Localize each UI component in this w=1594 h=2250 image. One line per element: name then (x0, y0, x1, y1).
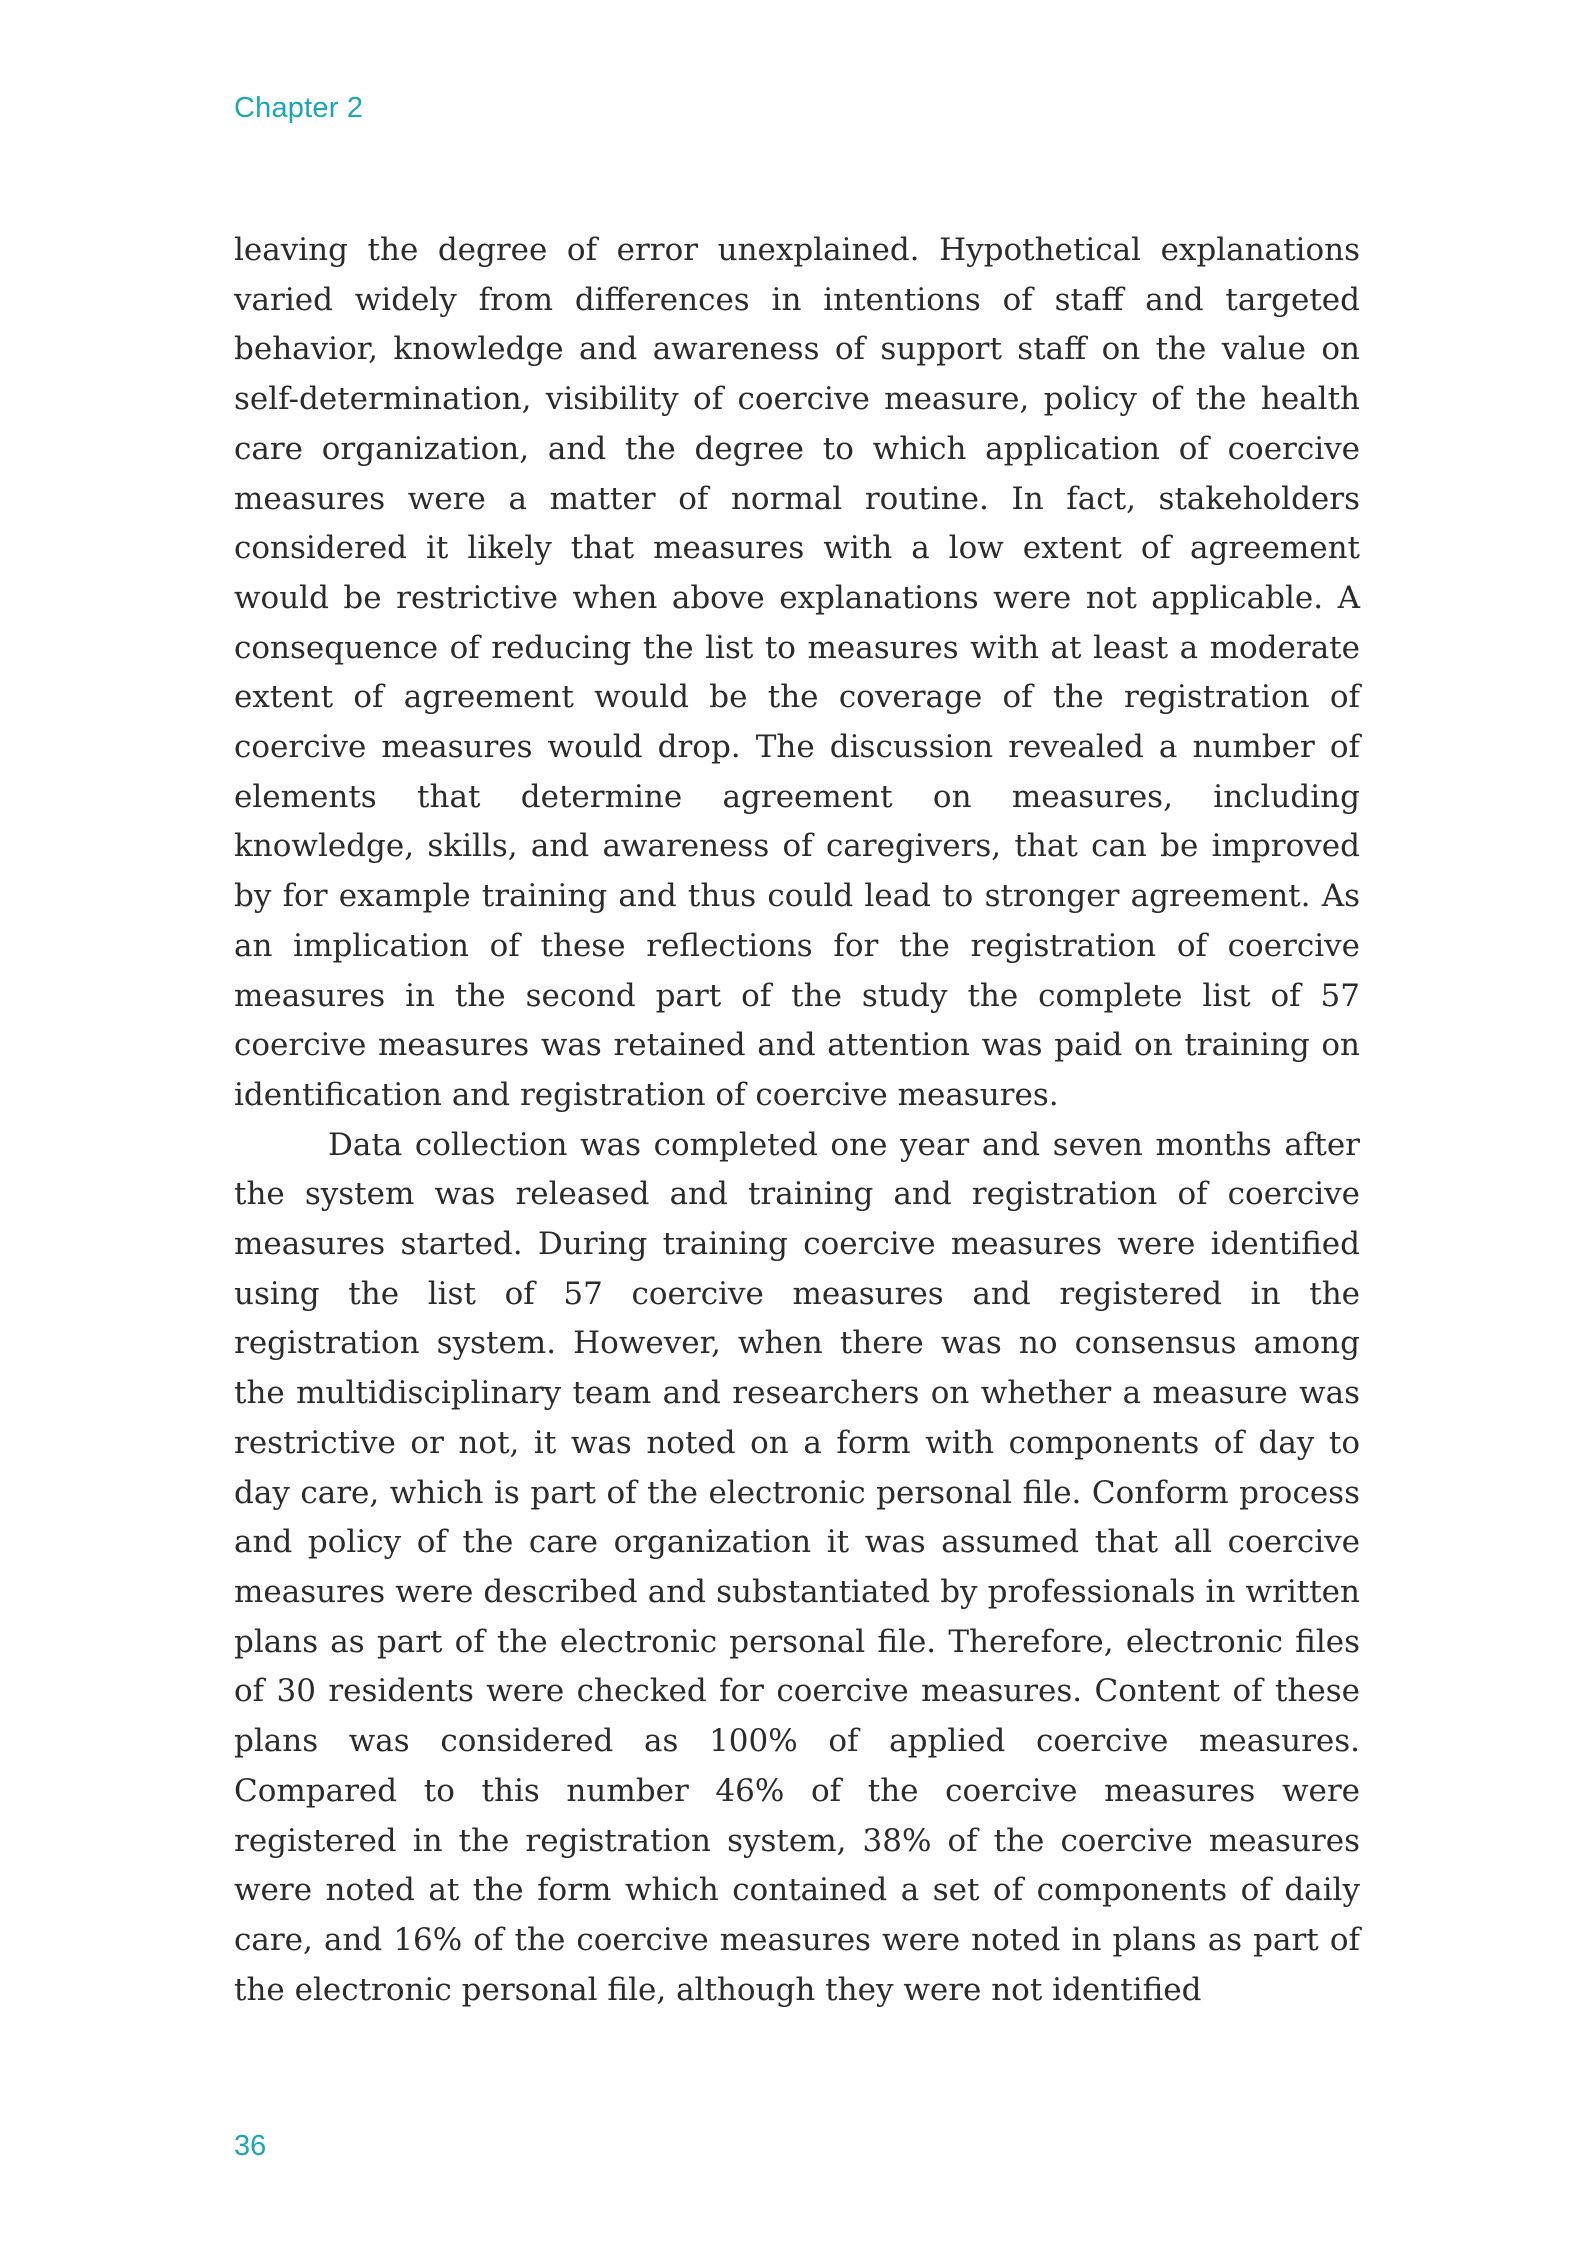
body-text (234, 226, 1360, 2015)
paragraph-2: Data collection was completed one year and seven months after the system was released and training and registration of coercive measures started. During training coercive measures were identified using the list of 57 coercive measures and registered in the registration system. However, when there was no consensus among the multidisciplinary team and researchers on whether a measure was restrictive or not, it was noted on a form with components of day to day care, which is part of the electronic personal file. Conform process and policy of the care organization it was assumed that all coercive measures were described and substantiated by professionals in written plans as part of the electronic personal file. Therefore, electronic files of 30 residents were checked for coercive measures. Content of these plans was considered as 100% of applied coercive measures. Compared to this number 46% of the coercive measures were registered in the registration system, 38% of the coercive measures were noted at the form which contained a set of components of daily care, and 16% of the coercive measures were noted in plans as part of the electronic personal file, although they were not identified (234, 1126, 1360, 2008)
paragraph-1: leaving the degree of error unexplained. Hypothetical explanations varied widely from differences in intentions of staff and targeted behavior, knowledge and awareness of support staff on the value on self-determination, visibility of coercive measure, policy of the health care organization, and the degree to which application of coercive measures were a matter of normal routine. In fact, stakeholders considered it likely that measures with a low extent of agreement would be restrictive when above explanations were not applicable. A consequence of reducing the list to measures with at least a moderate extent of agreement would be the coverage of the registration of coercive measures would drop. The discussion revealed a number of elements that determine agreement on measures, including knowledge, skills, and awareness of caregivers, that can be improved by for example training and thus could lead to stronger agreement. As an implication of these reflections for the registration of coercive measures in the second part of the study the complete list of 57 coercive measures was retained and attention was paid on training on identification and registration of coercive measures. (234, 232, 1360, 1113)
chapter-running-head: Chapter 2 (234, 92, 364, 124)
page-number: 36 (234, 2130, 267, 2162)
